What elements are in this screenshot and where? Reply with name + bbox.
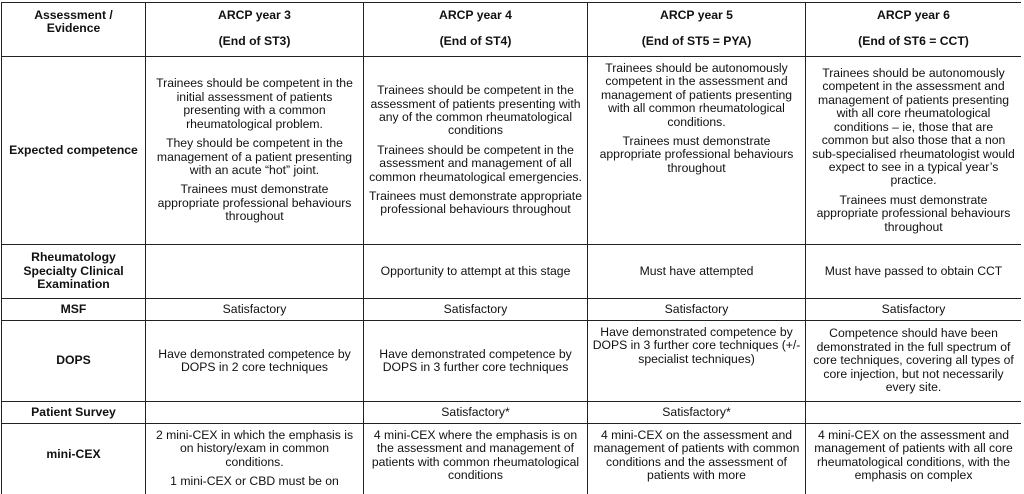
row-label-mini-cex: mini-CEX bbox=[2, 424, 146, 494]
header-subtitle: (End of ST5 = PYA) bbox=[641, 34, 752, 49]
header-title: ARCP year 4 bbox=[439, 8, 512, 22]
cell-survey-y3 bbox=[146, 402, 364, 424]
cell-minicex-y5: 4 mini-CEX on the assessment and management of patients with common conditions and the assessment of patients with more bbox=[588, 424, 806, 494]
cell-survey-y5: Satisfactory* bbox=[588, 402, 806, 424]
cell-exam-y6: Must have passed to obtain CCT bbox=[806, 245, 1022, 299]
arcp-assessment-table bbox=[1, 2, 1021, 494]
row-label-patient-survey: Patient Survey bbox=[2, 402, 146, 424]
cell-paragraph: Trainees should be competent in the assessment and management of all common rheumatological emergencies. bbox=[369, 142, 582, 184]
row-dops bbox=[2, 321, 1022, 402]
row-label-specialty-examination: Rheumatology Specialty Clinical Examination bbox=[2, 245, 146, 299]
cell-minicex-y4: 4 mini-CEX where the emphasis is on the assessment and management of patients with common rheumatological conditions bbox=[364, 424, 588, 494]
cell-expected-y4 bbox=[364, 57, 588, 245]
header-assessment-evidence: Assessment / Evidence bbox=[2, 3, 146, 57]
header-arcp-year-4 bbox=[364, 3, 588, 57]
header-arcp-year-5 bbox=[588, 3, 806, 57]
cell-survey-y4: Satisfactory* bbox=[364, 402, 588, 424]
cell-msf-y3: Satisfactory bbox=[146, 299, 364, 321]
assessment-table-container bbox=[1, 2, 1021, 494]
header-row bbox=[2, 3, 1022, 57]
cell-exam-y5: Must have attempted bbox=[588, 245, 806, 299]
cell-dops-y5: Have demonstrated competence by DOPS in 3 further core techniques (+/- specialist techniques) bbox=[588, 321, 806, 402]
cell-survey-y6 bbox=[806, 402, 1022, 424]
cell-dops-y6: Competence should have been demonstrated in the full spectrum of core techniques, covering all types of core injection, but not necessarily every site. bbox=[806, 321, 1022, 402]
cell-exam-y4: Opportunity to attempt at this stage bbox=[364, 245, 588, 299]
cell-paragraph: Trainees must demonstrate appropriate professional behaviours throughout bbox=[157, 182, 352, 224]
row-label-msf: MSF bbox=[2, 299, 146, 321]
header-title: ARCP year 6 bbox=[877, 8, 950, 22]
cell-paragraph: Trainees should be competent in the assessment of patients presenting with any of the common rheumatological conditions bbox=[370, 83, 581, 138]
header-subtitle: (End of ST3) bbox=[218, 34, 291, 49]
row-label-expected-competence: Expected competence bbox=[2, 57, 146, 245]
row-label-dops: DOPS bbox=[2, 321, 146, 402]
row-mini-cex bbox=[2, 424, 1022, 494]
cell-exam-y3 bbox=[146, 245, 364, 299]
cell-dops-y3: Have demonstrated competence by DOPS in 2 core techniques bbox=[146, 321, 364, 402]
row-expected-competence bbox=[2, 57, 1022, 245]
header-title: ARCP year 3 bbox=[218, 8, 291, 22]
cell-msf-y5: Satisfactory bbox=[588, 299, 806, 321]
header-subtitle: (End of ST4) bbox=[439, 34, 512, 49]
cell-paragraph: Trainees should be competent in the initial assessment of patients presenting with a common rheumatological problem. bbox=[156, 76, 353, 131]
cell-paragraph: 2 mini-CEX in which the emphasis is on history/exam in common conditions. bbox=[155, 428, 354, 469]
header-subtitle: (End of ST6 = CCT) bbox=[858, 34, 969, 49]
header-title: ARCP year 5 bbox=[660, 8, 733, 22]
header-arcp-year-6 bbox=[806, 3, 1022, 57]
cell-paragraph: Trainees should be autonomously competent in the assessment and management of patients presenting with all common rheumatological conditions. bbox=[600, 61, 793, 129]
row-msf bbox=[2, 299, 1022, 321]
cell-paragraph: Trainees must demonstrate appropriate professional behaviours throughout bbox=[599, 134, 794, 175]
cell-msf-y4: Satisfactory bbox=[364, 299, 588, 321]
cell-expected-y6 bbox=[806, 57, 1022, 245]
cell-paragraph: They should be competent in the management of a patient presenting with an acute “hot” joint. bbox=[156, 136, 353, 177]
cell-msf-y6: Satisfactory bbox=[806, 299, 1022, 321]
cell-dops-y4: Have demonstrated competence by DOPS in 3 further core techniques bbox=[364, 321, 588, 402]
cell-minicex-y3 bbox=[146, 424, 364, 494]
cell-expected-y3 bbox=[146, 57, 364, 245]
cell-paragraph: Trainees should be autonomously competent in the assessment and management of patients presenting with all core rheumatological conditions – ie, those that are common but also those that a non sub-specialised rheumatologist would expect to see in a typical year’s practice. bbox=[812, 66, 1015, 188]
row-specialty-examination bbox=[2, 245, 1022, 299]
header-arcp-year-3 bbox=[146, 3, 364, 57]
cell-minicex-y6: 4 mini-CEX on the assessment and management of patients with all core rheumatological conditions, with the emphasis on complex bbox=[806, 424, 1022, 494]
cell-paragraph: 1 mini-CEX or CBD must be on bbox=[170, 474, 339, 489]
cell-paragraph: Trainees must demonstrate appropriate professional behaviours throughout bbox=[816, 192, 1011, 234]
cell-expected-y5 bbox=[588, 57, 806, 245]
cell-paragraph: Trainees must demonstrate appropriate professional behaviours throughout bbox=[369, 189, 582, 217]
row-patient-survey bbox=[2, 402, 1022, 424]
